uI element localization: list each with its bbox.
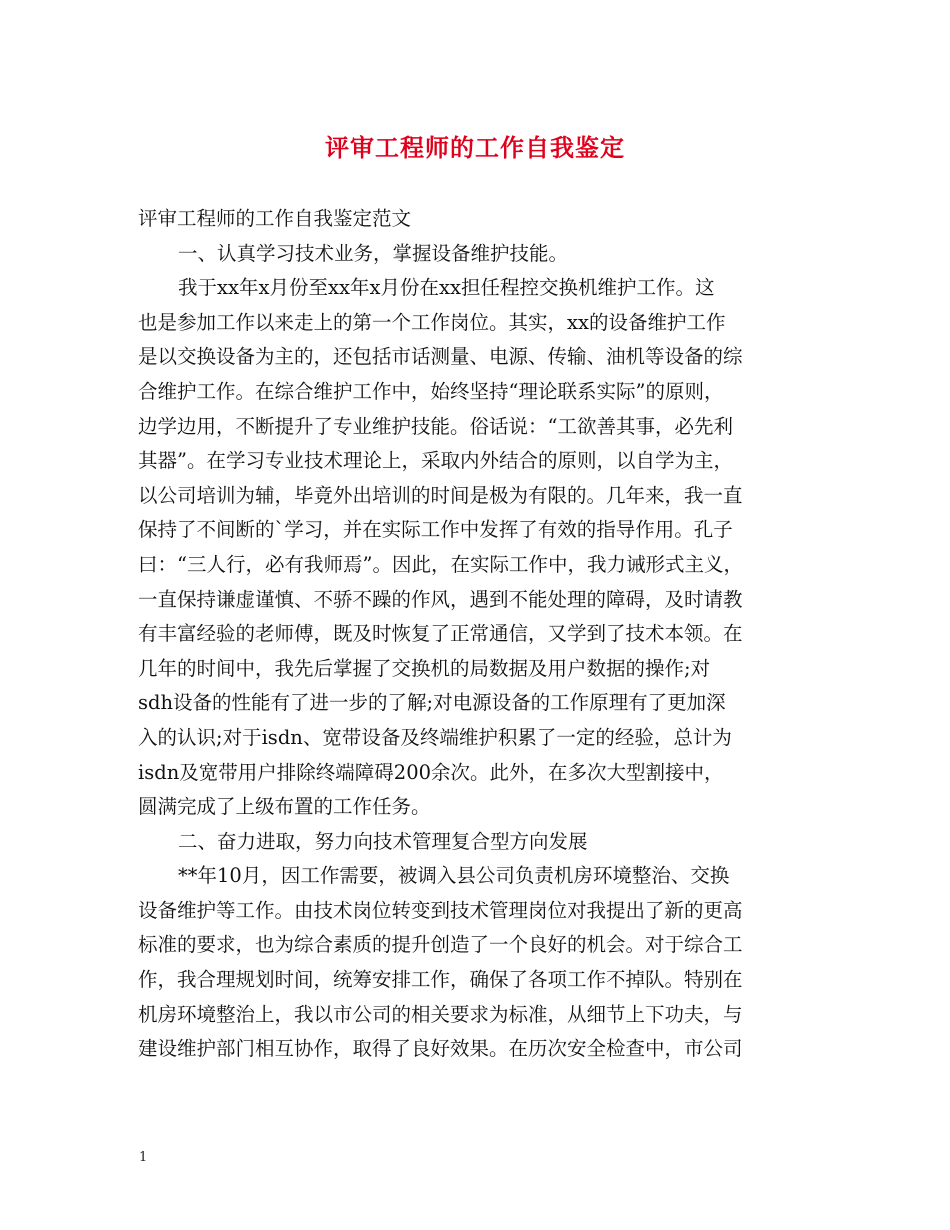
text-line: 入的认识;对于isdn、宽带设备及终端维护积累了一定的经验，总计为 bbox=[138, 725, 732, 749]
text-line: 一、认真学习技术业务，掌握设备维护技能。 bbox=[178, 241, 569, 265]
text-line: isdn及宽带用户排除终端障碍200余次。此外，在多次大型割接中， bbox=[138, 760, 724, 784]
text-line: 二、奋力进取，努力向技术管理复合型方向发展 bbox=[178, 829, 588, 853]
text-line: 几年的时间中，我先后掌握了交换机的局数据及用户数据的操作;对 bbox=[138, 656, 711, 680]
text-line: 评审工程师的工作自我鉴定范文 bbox=[138, 207, 412, 230]
text-line: 机房环境整治上，我以市公司的相关要求为标准，从细节上下功夫，与 bbox=[138, 1002, 743, 1026]
text-line: 设备维护等工作。由技术岗位转变到技术管理岗位对我提出了新的更高 bbox=[138, 898, 743, 922]
document-body bbox=[138, 202, 818, 1067]
text-line: sdh设备的性能有了进一步的了解;对电源设备的工作原理有了更加深 bbox=[138, 691, 726, 715]
text-line: 也是参加工作以来走上的第一个工作岗位。其实，xx的设备维护工作 bbox=[138, 310, 726, 334]
text-line: 边学边用，不断提升了专业维护技能。俗话说：“工欲善其事，必先利 bbox=[138, 414, 733, 438]
text-line: 一直保持谦虚谨慎、不骄不躁的作风，遇到不能处理的障碍，及时请教 bbox=[138, 587, 743, 611]
text-line: 建设维护部门相互协作，取得了良好效果。在历次安全检查中，市公司 bbox=[138, 1037, 743, 1061]
text-line: 标准的要求，也为综合素质的提升创造了一个良好的机会。对于综合工 bbox=[138, 933, 743, 957]
text-line: 有丰富经验的老师傅，既及时恢复了正常通信，又学到了技术本领。在 bbox=[138, 622, 743, 646]
text-line: 以公司培训为辅，毕竟外出培训的时间是极为有限的。几年来，我一直 bbox=[138, 483, 743, 507]
text-line: 其器”。在学习专业技术理论上，采取内外结合的原则，以自学为主， bbox=[138, 449, 733, 473]
text-line: 保持了不间断的`学习，并在实际工作中发挥了有效的指导作用。孔子 bbox=[138, 518, 733, 542]
text-line: **年10月，因工作需要，被调入县公司负责机房环境整治、交换 bbox=[178, 864, 730, 888]
text-line: 我于xx年x月份至xx年x月份在xx担任程控交换机维护工作。这 bbox=[178, 276, 715, 300]
text-line: 合维护工作。在综合维护工作中，始终坚持“理论联系实际”的原则， bbox=[138, 379, 724, 403]
text-line: 是以交换设备为主的，还包括市话测量、电源、传输、油机等设备的综 bbox=[138, 345, 743, 369]
text-line: 曰：“三人行，必有我师焉”。因此，在实际工作中，我力诫形式主义， bbox=[138, 552, 743, 576]
text-line: 圆满完成了上级布置的工作任务。 bbox=[138, 795, 431, 819]
page-number: 1 bbox=[139, 1150, 148, 1165]
document-title: 评审工程师的工作自我鉴定 bbox=[325, 133, 625, 162]
text-line: 作，我合理规划时间，统筹安排工作，确保了各项工作不掉队。特别在 bbox=[138, 968, 743, 992]
